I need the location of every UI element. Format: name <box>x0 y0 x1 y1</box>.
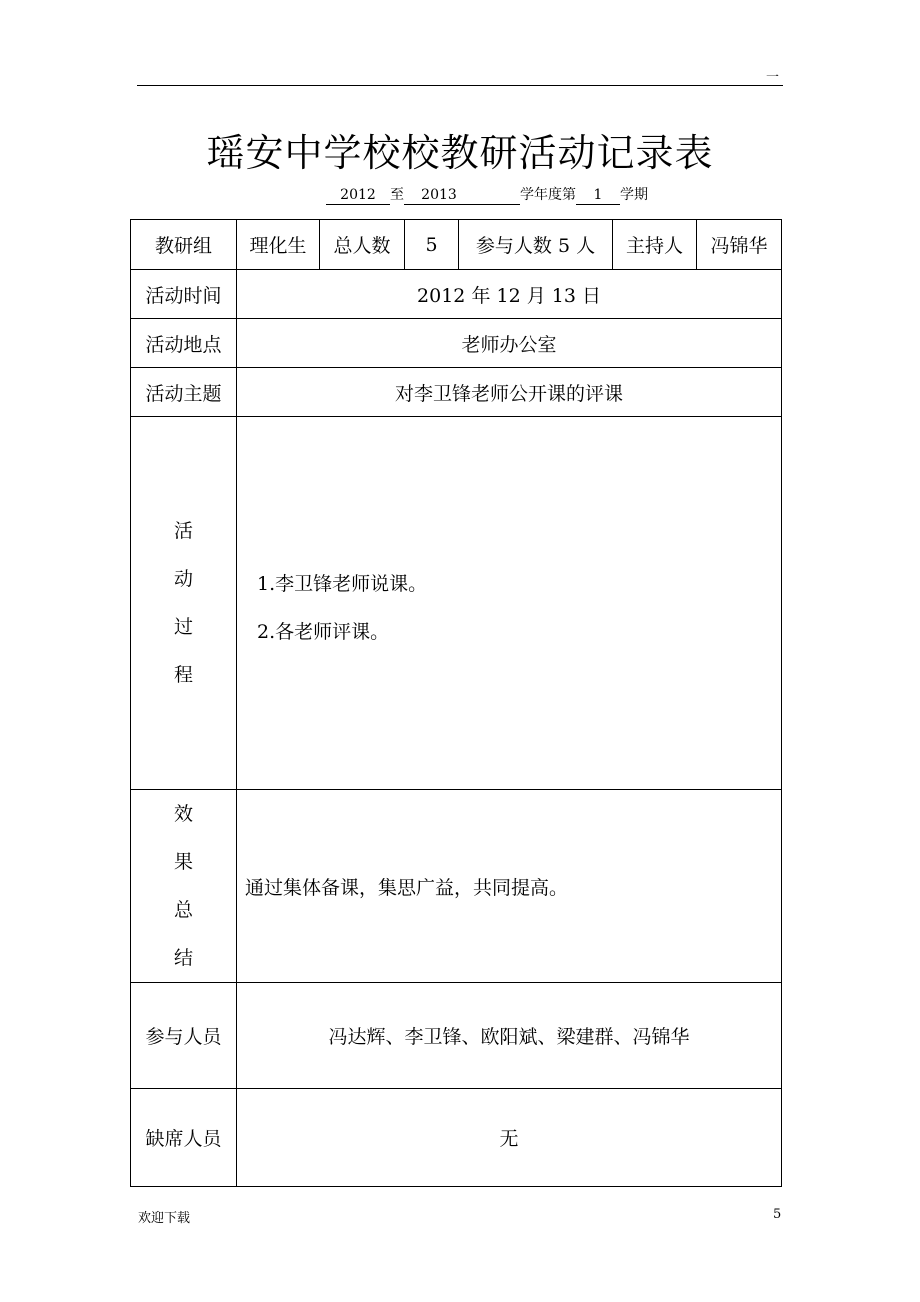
table-row-topic <box>131 368 782 417</box>
school-year-line <box>326 186 648 205</box>
summary-label-char: 总 <box>173 899 193 921</box>
record-table <box>130 219 782 1187</box>
time-value: 2012 年 12 月 13 日 <box>237 270 782 319</box>
summary-label-char: 效 <box>173 803 193 825</box>
table-row-info <box>131 220 782 270</box>
process-item: 2.各老师评课。 <box>257 621 390 643</box>
topic-value: 对李卫锋老师公开课的评课 <box>237 368 782 417</box>
process-label-char: 过 <box>173 616 193 638</box>
group-label: 教研组 <box>131 220 237 270</box>
footer-text: 欢迎下载 <box>138 1211 191 1226</box>
absent-label: 缺席人员 <box>131 1089 237 1187</box>
header-rule <box>137 85 783 86</box>
year-end: 2013 <box>404 186 474 205</box>
process-label-char: 活 <box>173 520 193 542</box>
total-label: 总人数 <box>320 220 405 270</box>
process-item: 1.李卫锋老师说课。 <box>257 573 428 595</box>
page-number: 5 <box>773 1207 782 1222</box>
process-label-char: 程 <box>173 664 193 686</box>
time-label: 活动时间 <box>131 270 237 319</box>
topic-label: 活动主题 <box>131 368 237 417</box>
table-row-process <box>131 417 782 790</box>
term-label: 学期 <box>620 187 648 203</box>
year-start: 2012 <box>326 186 390 205</box>
host-label: 主持人 <box>613 220 697 270</box>
term-number: 1 <box>576 186 620 205</box>
participants-label: 参与人员 <box>131 983 237 1089</box>
to-label: 至 <box>390 187 404 203</box>
summary-value: 通过集体备课，集思广益，共同提高。 <box>237 790 782 983</box>
total-value: 5 <box>405 220 459 270</box>
participants-value: 冯达辉、李卫锋、欧阳斌、梁建群、冯锦华 <box>237 983 782 1089</box>
table-row-absent <box>131 1089 782 1187</box>
table-row-participants <box>131 983 782 1089</box>
header-mark: 一 <box>766 70 780 85</box>
place-label: 活动地点 <box>131 319 237 368</box>
table-row-summary <box>131 790 782 983</box>
absent-value: 无 <box>237 1089 782 1187</box>
process-label <box>131 417 237 790</box>
participants-count: 参与人数 5 人 <box>459 220 613 270</box>
host-value: 冯锦华 <box>697 220 782 270</box>
process-label-char: 动 <box>173 568 193 590</box>
group-value: 理化生 <box>237 220 320 270</box>
summary-label-char: 结 <box>173 947 193 969</box>
table-row-place <box>131 319 782 368</box>
place-value: 老师办公室 <box>237 319 782 368</box>
summary-label-char: 果 <box>173 851 193 873</box>
table-row-time <box>131 270 782 319</box>
page-title: 瑶安中学校校教研活动记录表 <box>206 131 714 175</box>
summary-label <box>131 790 237 983</box>
year-end-blank <box>474 186 520 205</box>
school-year-label: 学年度第 <box>520 187 576 203</box>
process-content <box>237 417 782 790</box>
